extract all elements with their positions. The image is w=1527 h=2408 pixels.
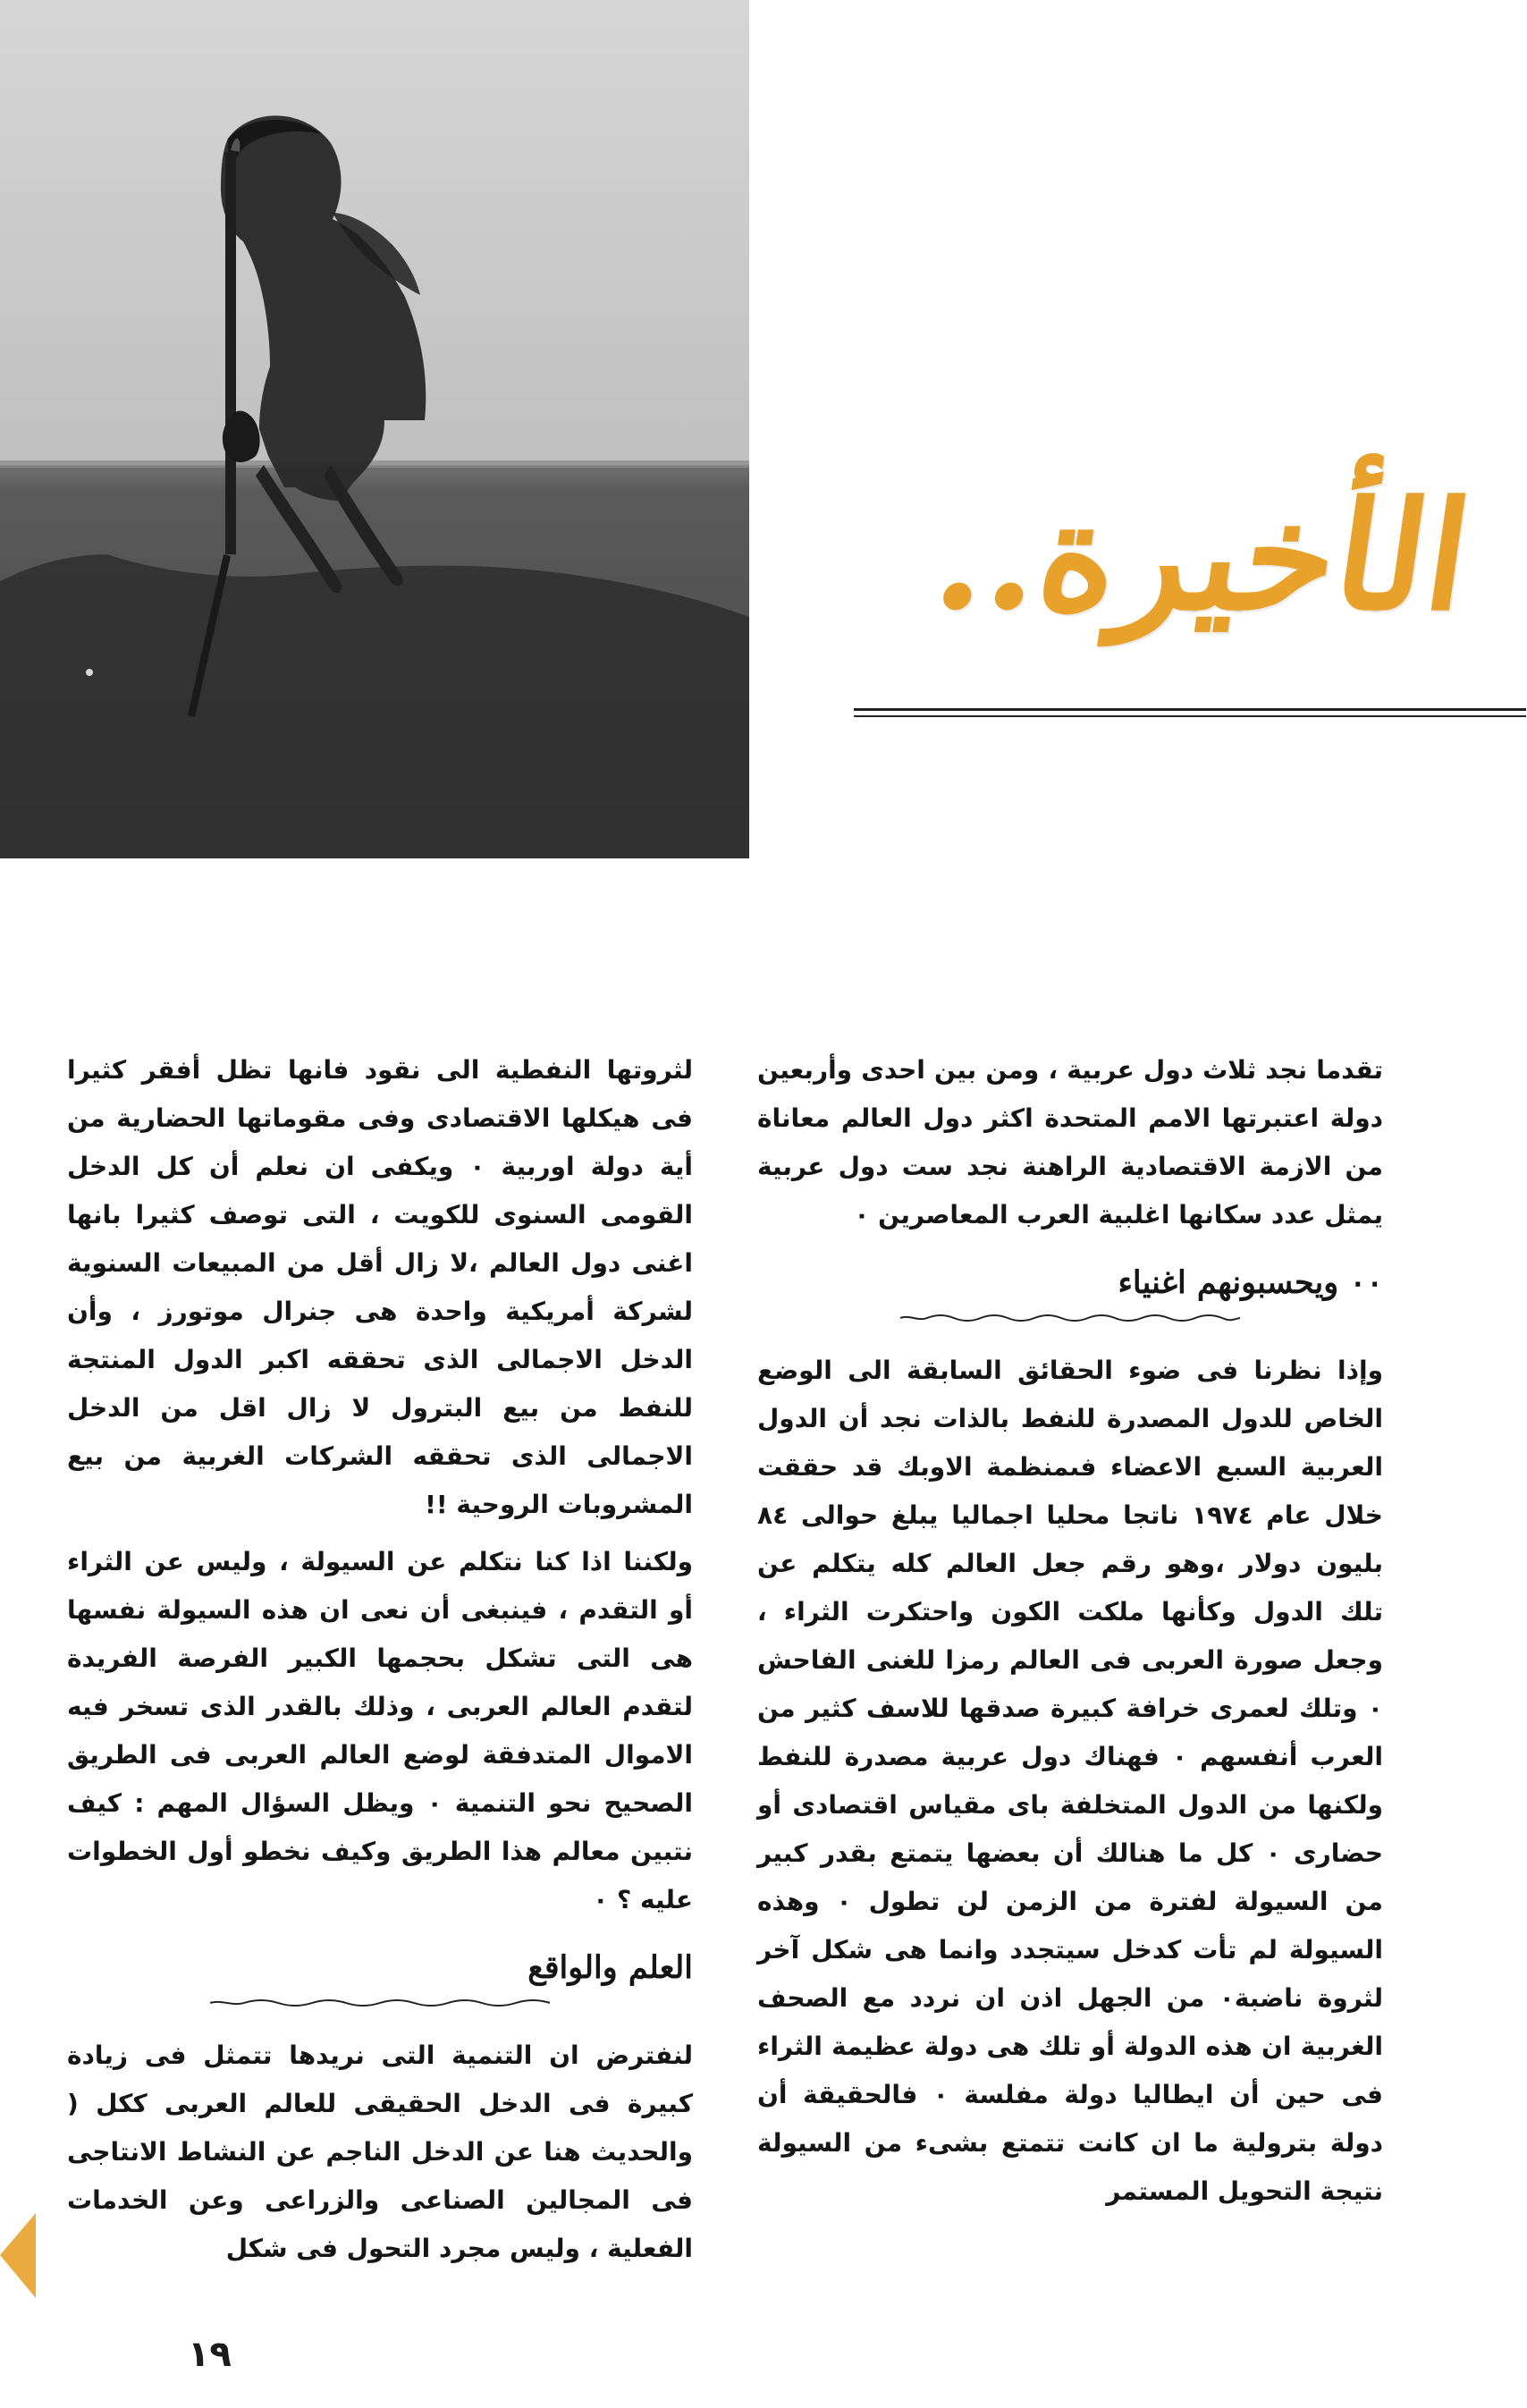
- right-paragraph-1: تقدما نجد ثلاث دول عربية ، ومن بين احدى وأربعين دولة اعتبرتها الامم المتحدة اكثر دول العالم معاناة من الازمة الاقتصادية الراهنة نجد ست دول عربية يمثل عدد سكانها اغلبية العرب المعاصرين ٠: [757, 1055, 1383, 1229]
- silhouette-photo: [0, 0, 749, 858]
- right-paragraph-2: وإذا نظرنا فى ضوء الحقائق السابقة الى الوضع الخاص للدول المصدرة للنفط بالذات نجد أن الدول العربية السبع الاعضاء فىمنظمة الاوبك قد حققت خلال عام ١٩٧٤ ناتجا محليا اجماليا يبلغ حوالى ٨٤ بليون دولار ،وهو رقم جعل العالم كله يتكلم عن تلك الدول وكأنها ملكت الكون واحتكرت الثراء ، وجعل صورة العربى فى العالم رمزا للغنى الفاحش ٠ وتلك لعمرى خرافة كبيرة صدقها للاسف كثير من العرب أنفسهم ٠ فهناك دول عربية مصدرة للنفط ولكنها من الدول المتخلفة باى مقياس اقتصادى أو حضارى ٠ كل ما هنالك أن بعضها يتمتع بقدر كبير من السيولة لفترة من الزمن لن تطول ٠ وهذه السيولة لم تأت كدخل سيتجدد وانما هى شكل آخر لثروة ناضبة٠ من الجهل اذن ان نردد مع الصحف الغربية ان هذه الدولة أو تلك هى دولة عظيمة الثراء فى حين أن ايطاليا دولة مفلسة ٠ فالحقيقة أن دولة بترولية ما ان كانت تتمتع بشىء من السيولة نتيجة التحويل المستمر: [757, 1356, 1384, 2206]
- man-silhouette-image: [0, 0, 749, 858]
- right-heading: [757, 1264, 1383, 1322]
- left-paragraph-2: ولكننا اذا كنا نتكلم عن السيولة ، وليس عن الثراء أو التقدم ، فينبغى أن نعى ان هذه السيولة نفسها هى التى تشكل بحجمها الكبير الفرصة الفريدة لتقدم العالم العربى ، وذلك بالقدر الذى تسخر فيه الاموال المتدفقة لوضع العالم العربى فى الطريق الصحيح نحو التنمية ٠ ويظل السؤال المهم : كيف نتبين معالم هذا الطريق وكيف نخطو أول الخطوات عليه ؟ ٠: [67, 1547, 693, 1914]
- left-column: [67, 1046, 693, 2282]
- page-number: ١٩: [188, 2334, 232, 2375]
- title-underline: [854, 708, 1526, 717]
- title-area: [805, 469, 1484, 706]
- left-paragraph-1: لثروتها النفطية الى نقود فانها تظل أفقر كثيرا فى هيكلها الاقتصادى وفى مقوماتها الحضارية من أية دولة اوربية ٠ ويكفى ان نعلم أن كل الدخل القومى السنوى للكويت ، التى توصف كثيرا بانها اغنى دول العالم ،لا زال أقل من المبيعات السنوية لشركة أمريكية واحدة هى جنرال موتورز ، وأن الدخل الاجمالى الذى تحققه اكبر الدول المنتجة للنفط من بيع البترول لا زال اقل من الدخل الاجمالى الذى تحققه الشركات الغربية من بيع المشروبات الروحية !!: [67, 1055, 693, 1519]
- right-heading-text: ٠٠ ويحسبونهم اغنياء: [1118, 1264, 1383, 1301]
- left-paragraph-3: لنفترض ان التنمية التى نريدها تتمثل فى زيادة كبيرة فى الدخل الحقيقى للعالم العربى ككل ( والحديث هنا عن الدخل الناجم عن النشاط الانتاجى فى المجالين الصناعى والزراعى وعن الخدمات الفعلية ، وليس مجرد التحول فى شكل: [67, 2040, 693, 2263]
- left-heading: [67, 1949, 693, 2007]
- right-column: [757, 1046, 1383, 2225]
- left-heading-underline: [210, 1998, 550, 2007]
- page-edge-marker: [0, 2213, 36, 2298]
- page-title: الأخيرة..: [924, 469, 1481, 644]
- right-heading-underline: [900, 1313, 1240, 1322]
- left-heading-text: العلم والواقع: [527, 1949, 693, 1986]
